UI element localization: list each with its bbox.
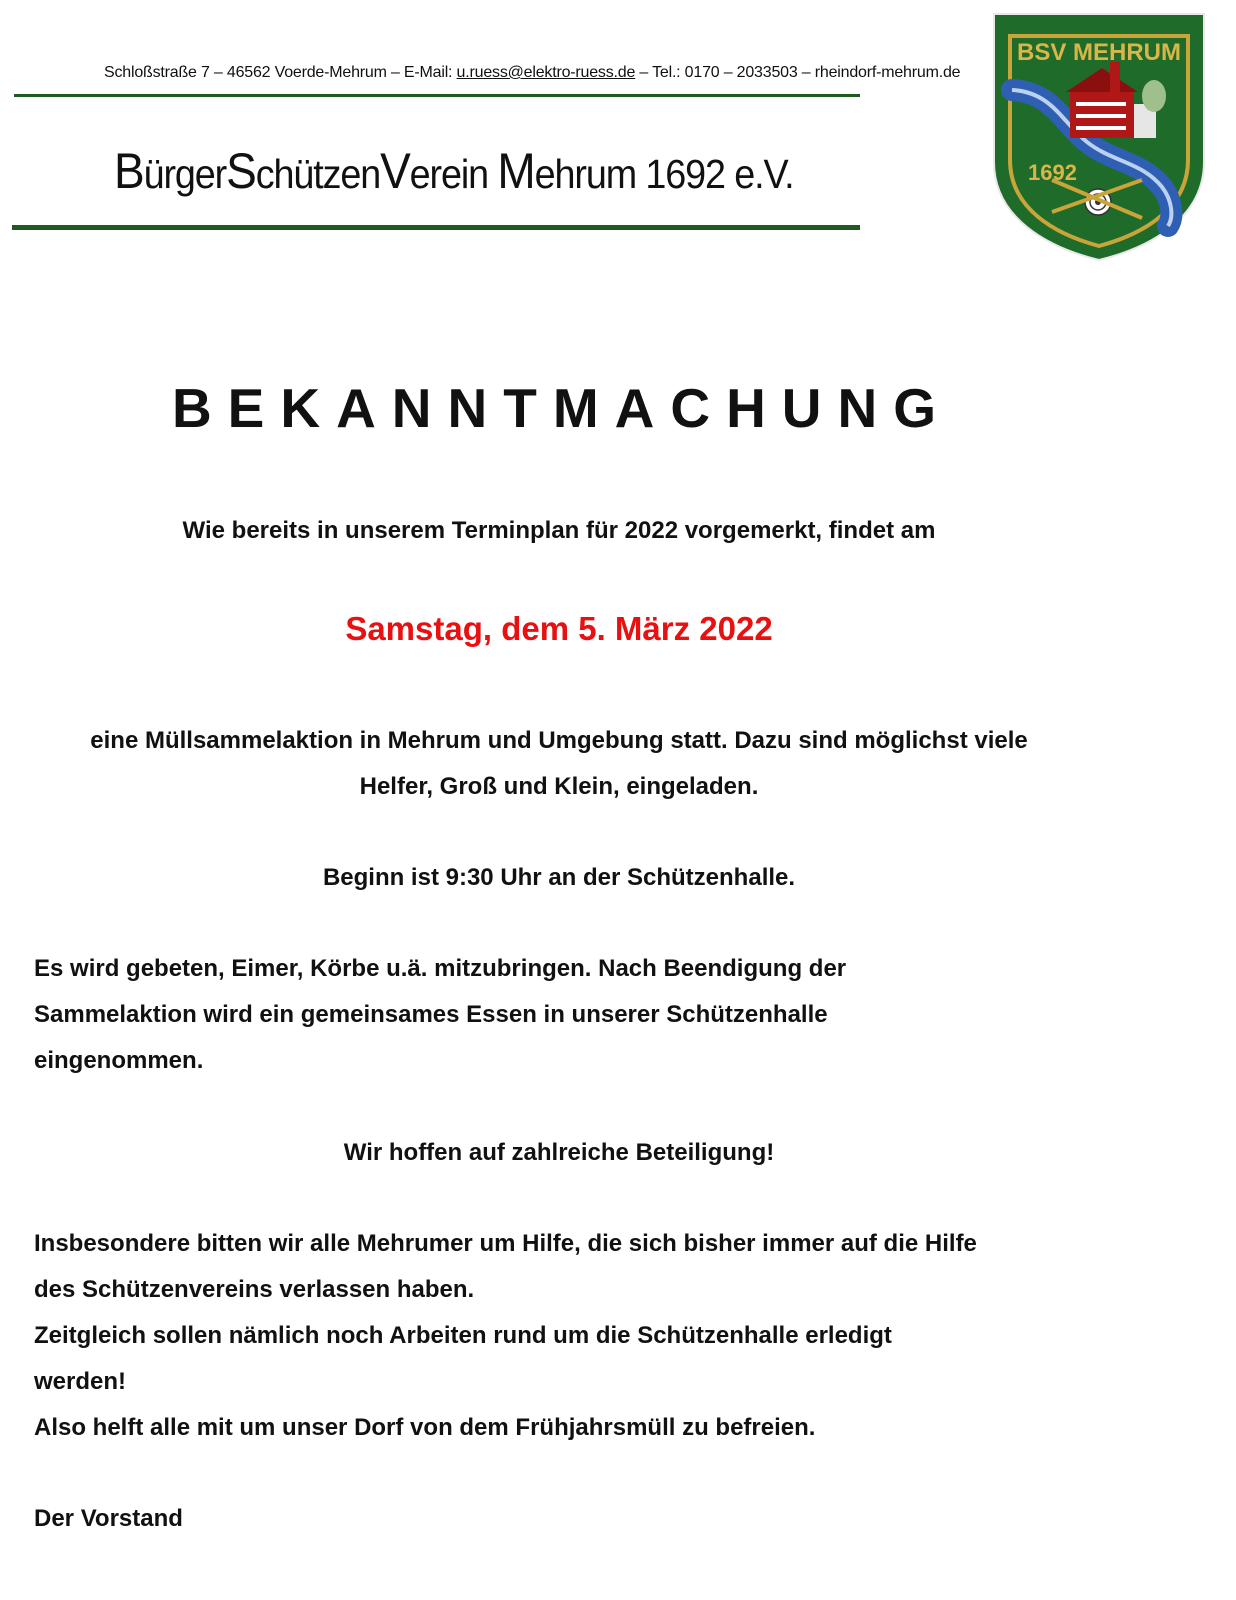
intro-text: Wie bereits in unserem Terminplan für 2022 vorgemerkt, findet am — [182, 517, 936, 544]
bring-line-2: Sammelaktion wird ein gemeinsames Essen in unserer Schützenhalle — [34, 1001, 828, 1028]
hope-text: Wir hoffen auf zahlreiche Beteiligung! — [343, 1139, 775, 1166]
bring-line-3: eingenommen. — [34, 1047, 204, 1074]
event-line-1: eine Müllsammelaktion in Mehrum und Umgebung statt. Dazu sind möglichst viele — [90, 727, 1028, 754]
appeal-line-4: werden! — [34, 1368, 127, 1395]
contact-line — [104, 64, 1004, 82]
crest-year: 1692 — [1028, 160, 1077, 185]
appeal-line-5: Also helft alle mit um unser Dorf von dem Frühjahrsmüll zu befreien. — [34, 1414, 816, 1441]
bring-line-1: Es wird gebeten, Eimer, Körbe u.ä. mitzubringen. Nach Beendigung der — [34, 955, 847, 982]
club-name: BürgerSchützenVerein Mehrum 1692 e.V. — [114, 143, 794, 199]
contact-suffix: – Tel.: 0170 – 2033503 – rheindorf-mehrum.de — [635, 64, 961, 81]
event-line-2: Helfer, Groß und Klein, eingeladen. — [359, 773, 759, 800]
header-rule-top — [14, 94, 860, 97]
header-rule-bottom — [12, 225, 860, 230]
event-date: Samstag, dem 5. März 2022 — [345, 610, 773, 647]
email-link[interactable]: u.ruess@elektro-ruess.de — [456, 64, 636, 81]
start-time: Beginn ist 9:30 Uhr an der Schützenhalle. — [322, 864, 796, 891]
signature: Der Vorstand — [34, 1505, 183, 1532]
appeal-line-3: Zeitgleich sollen nämlich noch Arbeiten rund um die Schützenhalle erledigt — [34, 1322, 892, 1349]
crest-label: BSV MEHRUM — [1016, 39, 1182, 66]
club-crest — [992, 12, 1206, 262]
appeal-line-2: des Schützenvereins verlassen haben. — [34, 1276, 475, 1303]
appeal-line-1: Insbesondere bitten wir alle Mehrumer um Hilfe, die sich bisher immer auf die Hilfe — [34, 1230, 977, 1257]
contact-prefix: Schloßstraße 7 – 46562 Voerde-Mehrum – E-Mail: — [104, 64, 457, 81]
page-title: BEKANNTMACHUNG — [171, 377, 953, 439]
